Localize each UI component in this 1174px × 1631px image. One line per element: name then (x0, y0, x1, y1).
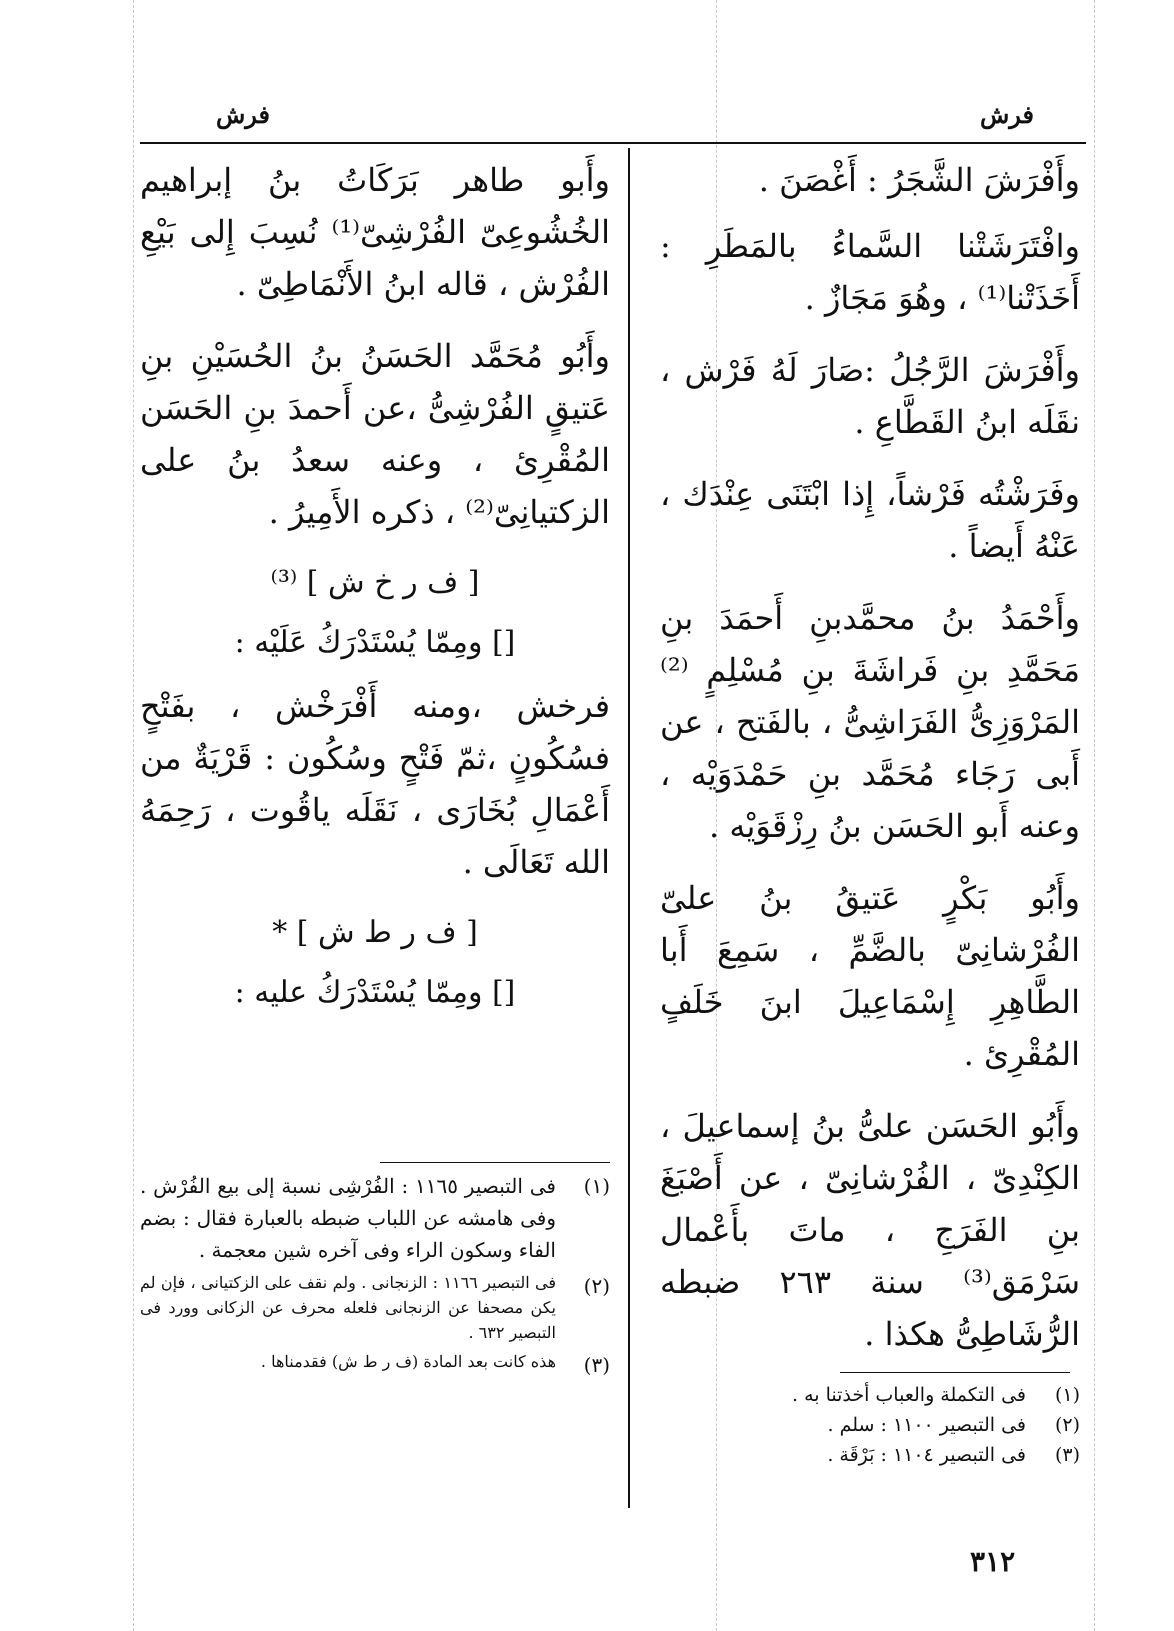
footnote-rule (380, 1162, 610, 1163)
right-paragraph: وأَبُو الحَسَن علىُّ بنُ إسماعيلَ ، الكِنْدِىّ ، الفُرْشانِىّ ، عن أَصْبَغَ بنِ الفَرَجِ ، ماتَ بأَعْمال سَرْمَق⁽³⁾ سنة ٢٦٣ ضبطه الرُّشَاطِىُّ هكذا . (660, 1107, 1081, 1353)
footnote (140, 1170, 610, 1266)
footnote-number: (٢) (1054, 1414, 1080, 1436)
footnote-text: هذه كانت بعد المادة (ف ر ط ش) فقدمناها . (260, 1352, 556, 1371)
running-head-left: فرش (216, 100, 271, 129)
left-footnotes (140, 1170, 610, 1381)
left-paragraph: فرخش ،ومنه أَفْرَخْش ، بفَتْحٍ فسُكُونٍ ،ثمّ فَتْحٍ وسُكُون : قَرْيَةٌ من أَعْمَالِ بُخَارَى ، نَقَلَه ياقُوت ، رَحِمَهُ الله تَعَالَى . (140, 687, 610, 881)
footnote-text: فى التبصير ١١٠٤ : بَرْقَة . (827, 1444, 1026, 1466)
right-paragraph: وأَفْرَشَ الرَّجُلُ :صَارَ لَهُ فَرْش ، نقَلَه ابنُ القَطَّاعِ . (660, 351, 1080, 441)
left-paragraph: وأَبو طاهر بَرَكَاتُ بنُ إبراهيم الخُشُوعِىّ الفُرْشِىّ⁽¹⁾ نُسِبَ إِلى بَيْعِ الفُرْش ، قاله ابنُ الأَنْمَاطِىّ . (140, 161, 610, 303)
footnote-number: (٣) (1054, 1444, 1080, 1466)
footnote-number: (٢) (583, 1274, 610, 1298)
footnote-text: فى التبصير ١١٦٥ : الفُرْشِى نسبة إلى بيع الفُرْش . وفى هامشه عن اللباب ضبطه بالعبارة فقال : بضم الفاء وسكون الراء وفى آخره شين معجمة . (140, 1174, 556, 1262)
entry-heading: [ ف ر ط ش ] * (272, 915, 478, 950)
header-rule (140, 142, 1086, 144)
right-footnotes (660, 1380, 1080, 1470)
scan-guide-line (133, 0, 134, 1631)
footnote (140, 1270, 610, 1345)
footnote-number: (١) (583, 1174, 610, 1198)
footnote (660, 1380, 1080, 1410)
page-number: ٣١٢ (970, 1545, 1016, 1578)
footnote-text: فى التبصير ١١٠٠ : سلم . (827, 1414, 1026, 1436)
right-paragraph: وأَفْرَشَ الشَّجَرُ : أَغْصَنَ . (758, 161, 1080, 199)
footnote-number: (٣) (583, 1353, 610, 1377)
scan-guide-line (1094, 0, 1095, 1631)
entry-heading: [ ف ر خ ش ] ⁽³⁾ (270, 565, 480, 600)
left-column (140, 154, 610, 1030)
right-column (660, 154, 1080, 1380)
footnote-text: فى التكملة والعباب أخذتنا به . (791, 1384, 1026, 1406)
footnote (140, 1349, 610, 1381)
footnote-text: فى التبصير ١١٦٦ : الزنجانى . ولم نقف على الزكتيانى ، فإن لم يكن مصحفا عن الزنجانى فلعله محرف عن الزكانى وورد فى التبصير ٦٣٢ . (140, 1273, 557, 1342)
footnote-number: (١) (1054, 1384, 1080, 1406)
footnote-rule (840, 1372, 1070, 1373)
footnote (660, 1410, 1080, 1440)
footnote (660, 1440, 1080, 1470)
running-head-right: فرش (980, 100, 1035, 129)
supplement-heading: [] ومِمّا يُسْتَدْرَكُ عليه : (234, 975, 516, 1010)
column-divider (628, 148, 630, 1508)
left-paragraph: وأَبُو مُحَمَّد الحَسَنُ بنُ الحُسَيْنِ بنِ عَتيقٍ الفُرْشِىُّ ،عن أَحمدَ بنِ الحَسَن المُقْرِئ ، وعنه سعدُ بنُ على الزكتيانِىّ⁽²⁾ ، ذكره الأَمِيرُ . (140, 337, 610, 531)
supplement-heading: [] ومِمّا يُسْتَدْرَكُ عَلَيْه : (234, 625, 516, 660)
right-paragraph: وأَبُو بَكْرٍ عَتيقُ بنُ علىّ الفُرْشانِىّ بالضَّمِّ ، سَمِعَ أَبا الطَّاهِرِ إِسْمَاعِيلَ ابنَ خَلَفٍ المُقْرِئ . (660, 879, 1080, 1073)
right-paragraph: وافْتَرَشَتْنا السَّماءُ بالمَطَرِ : أَخَذَتْنا⁽¹⁾ ، وهُوَ مَجَازٌ . (660, 227, 1080, 317)
right-paragraph: وأَحْمَدُ بنُ محمَّدبنِ أَحمَدَ بنِ مَحَمَّدِ بنِ فَراشَةَ بنِ مُسْلِمٍ ⁽²⁾ المَرْوَزِىُّ الفَرَاشِىُّ ، بالفَتح ، عن أَبى رَجَاء مُحَمَّد بنِ حَمْدَوَيْه ، وعنه أَبو الحَسَن بنُ رِزْقَوَيْه . (660, 599, 1080, 845)
right-paragraph: وفَرَشْتُه فَرْشاً، إِذا ابْتَنَى عِنْدَك ، عَنْهُ أَيضاً . (660, 475, 1080, 565)
